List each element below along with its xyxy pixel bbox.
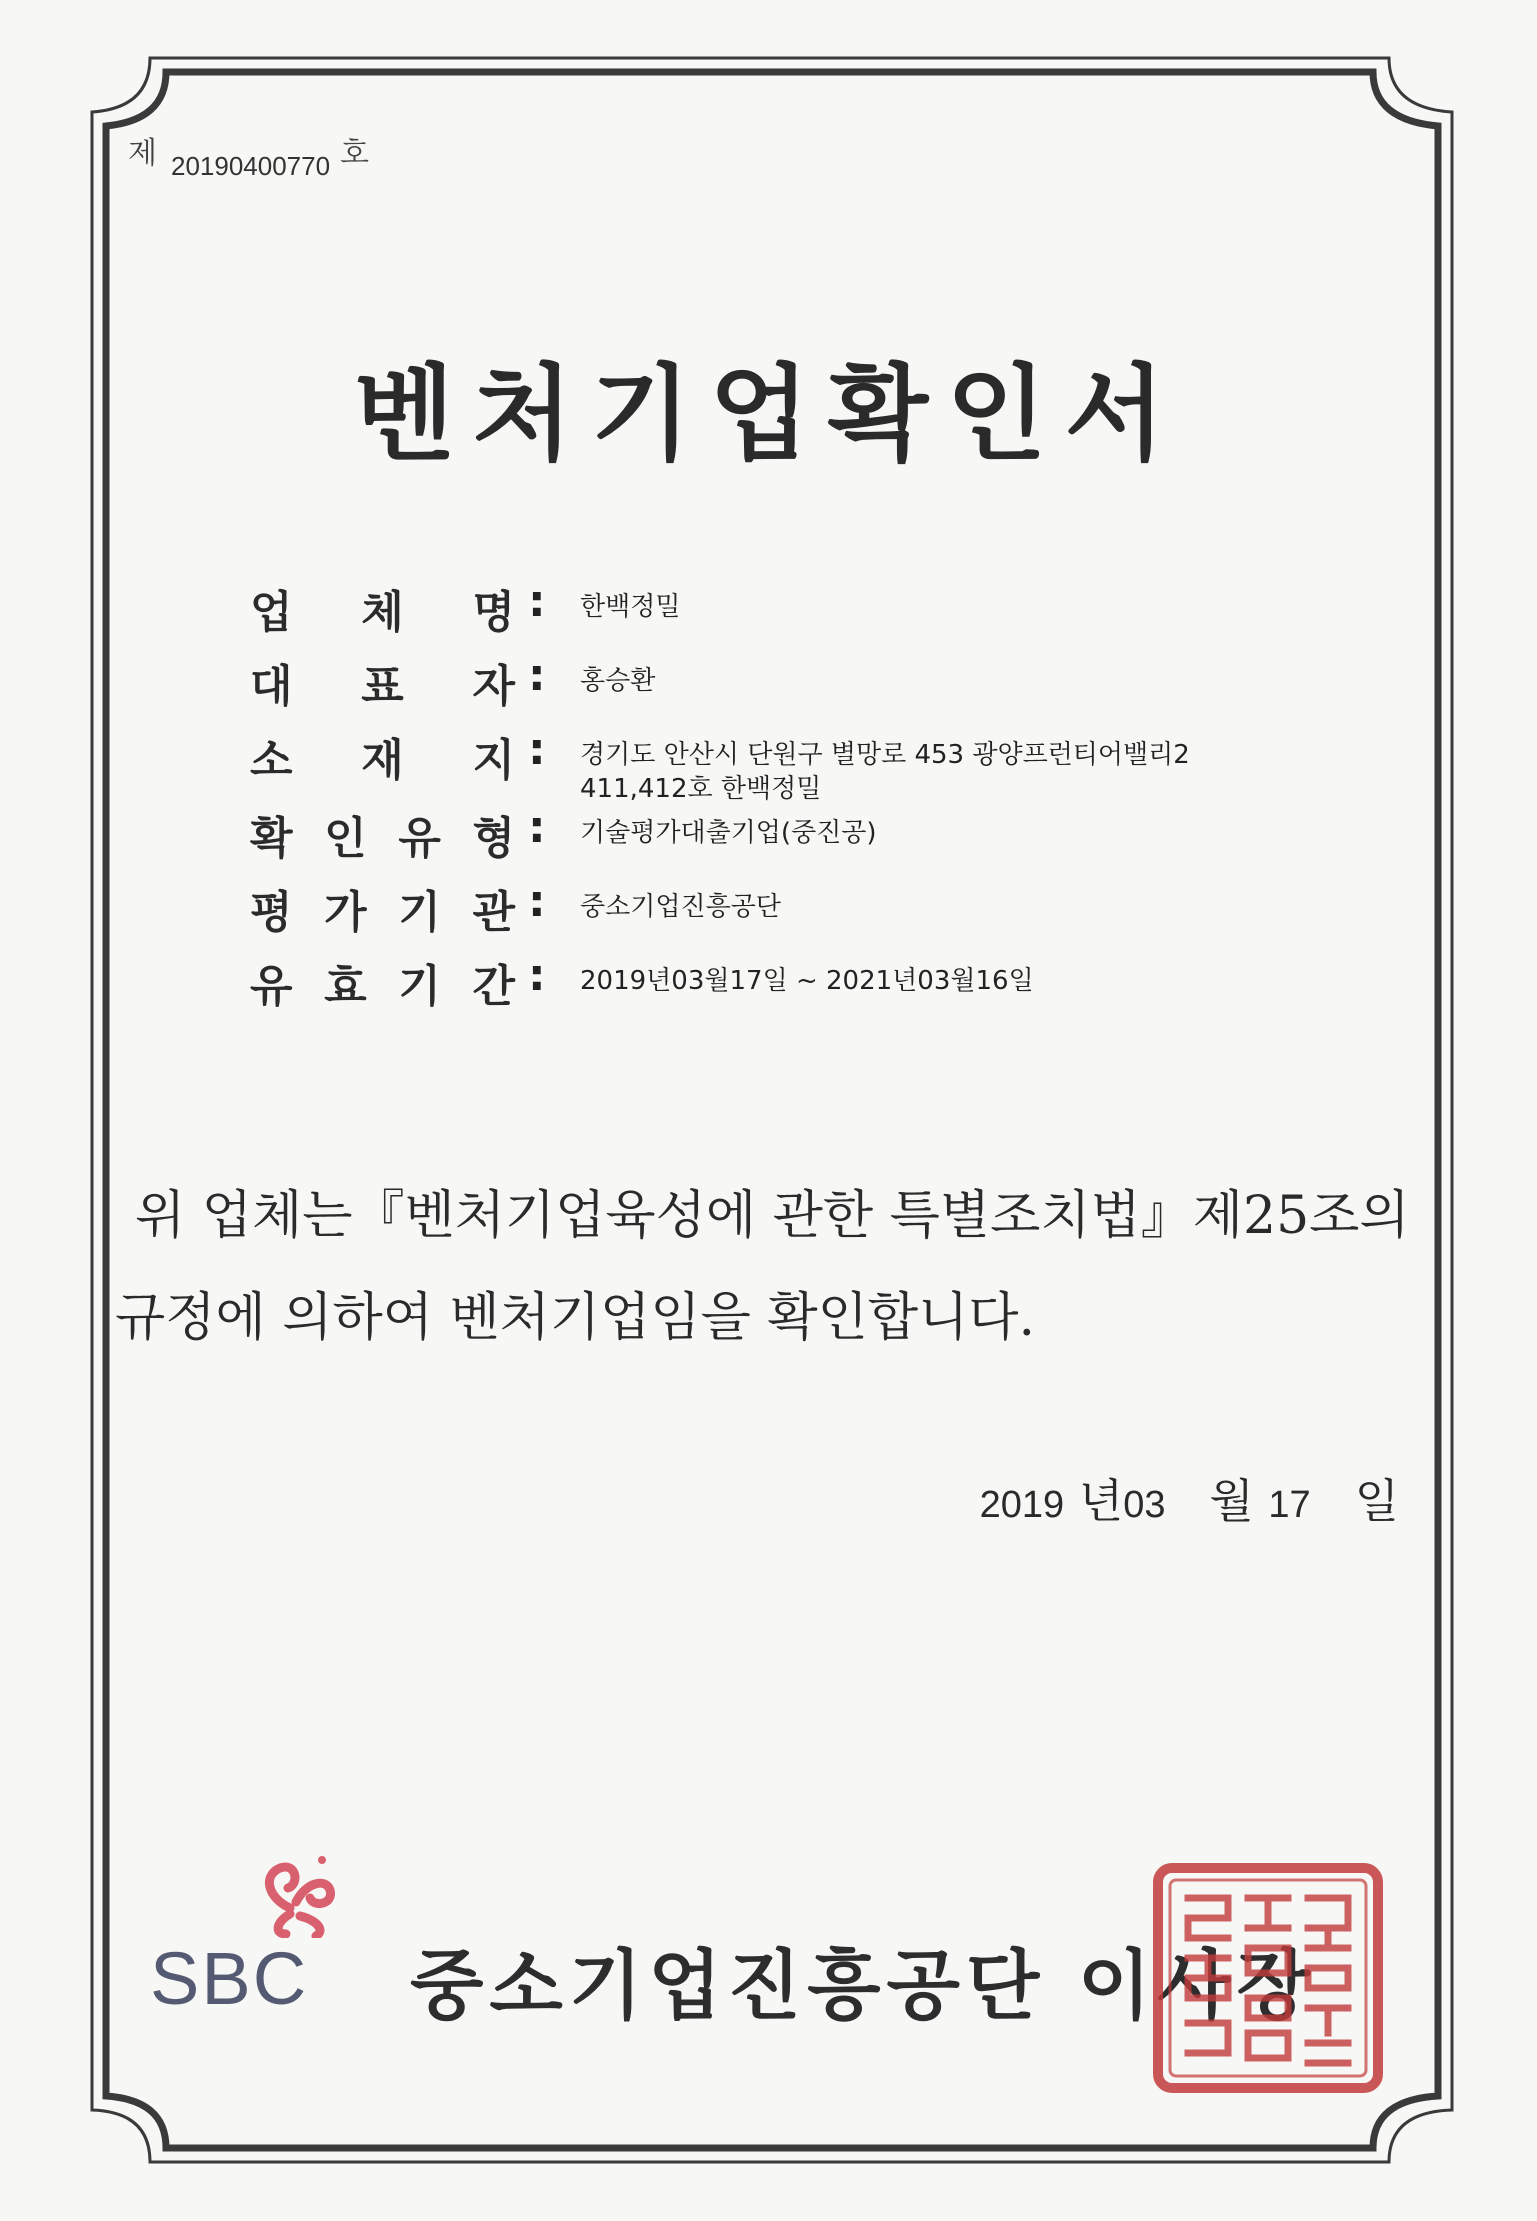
company-name-value: 한백정밀 (580, 592, 681, 622)
label-char: 관 (472, 887, 515, 938)
label-char: 재 (361, 735, 404, 786)
label-char: 표 (361, 661, 404, 712)
label-char: 간 (472, 961, 515, 1012)
issue-day-unit: 일 (1354, 1474, 1399, 1528)
label-char: 평 (250, 887, 293, 938)
issue-month-unit: 월 (1209, 1474, 1254, 1528)
label-char: 인 (324, 813, 367, 864)
issue-year: 2019 (979, 1484, 1065, 1526)
representative-value: 홍승환 (580, 666, 656, 696)
field-label (250, 950, 515, 1014)
sbc-logo-text: SBC (150, 1937, 309, 2020)
confirmation-type-value: 기술평가대출기업(중진공) (580, 818, 877, 848)
field-colon: : (528, 724, 546, 775)
sbc-flower-icon (150, 1838, 370, 1938)
label-char: 유 (250, 961, 293, 1012)
label-char: 업 (250, 587, 293, 638)
certificate-title: 벤처기업확인서 (353, 353, 1184, 475)
label-char: 소 (250, 735, 293, 786)
issue-month: 03 (1123, 1484, 1166, 1526)
field-colon: : (528, 950, 546, 1001)
field-colon: : (528, 650, 546, 701)
field-colon: : (528, 802, 546, 853)
official-seal (1148, 1858, 1388, 2098)
label-char: 자 (472, 661, 515, 712)
label-char: 기 (398, 961, 441, 1012)
field-label (250, 650, 515, 714)
evaluation-agency-value: 중소기업진흥공단 (580, 892, 781, 922)
field-label (250, 802, 515, 866)
label-char: 대 (250, 661, 293, 712)
field-label (250, 724, 515, 788)
document-number-prefix: 제 (128, 136, 157, 171)
issue-date (980, 1465, 1399, 1531)
issue-year-unit: 년 (1078, 1474, 1124, 1528)
certification-statement (115, 1165, 1425, 1369)
label-char: 형 (472, 813, 515, 864)
field-colon: : (528, 576, 546, 627)
issue-day: 17 (1268, 1484, 1311, 1526)
validity-period-value: 2019년03월17일 ~ 2021년03월16일 (580, 966, 1034, 996)
address-line-1: 경기도 안산시 단원구 별망로 453 광양프런티어밸리2 (580, 740, 1190, 770)
label-char: 가 (324, 887, 367, 938)
document-number (128, 128, 370, 181)
field-label (250, 876, 515, 940)
label-char: 효 (324, 961, 367, 1012)
statement-line-2: 규정에 의하여 벤처기업임을 확인합니다. (115, 1288, 1036, 1348)
issuer-name: 중소기업진흥공단 이사장 (410, 1941, 1317, 2030)
document-number-value: 20190400770 (170, 151, 331, 181)
seal-stamp-icon (1148, 1858, 1388, 2098)
label-char: 명 (472, 587, 515, 638)
statement-line-1: 위 업체는『벤처기업육성에 관한 특별조치법』제25조의 (135, 1186, 1410, 1246)
document-number-suffix: 호 (340, 136, 370, 171)
address-line-2: 411,412호 한백정밀 (580, 774, 822, 804)
sbc-logo (150, 1838, 360, 2018)
label-char: 유 (398, 813, 441, 864)
label-char: 확 (250, 813, 293, 864)
address-value (580, 738, 1380, 806)
field-colon: : (528, 876, 546, 927)
label-char: 기 (398, 887, 441, 938)
field-label (250, 576, 515, 640)
label-char: 지 (472, 735, 515, 786)
label-char: 체 (361, 587, 404, 638)
